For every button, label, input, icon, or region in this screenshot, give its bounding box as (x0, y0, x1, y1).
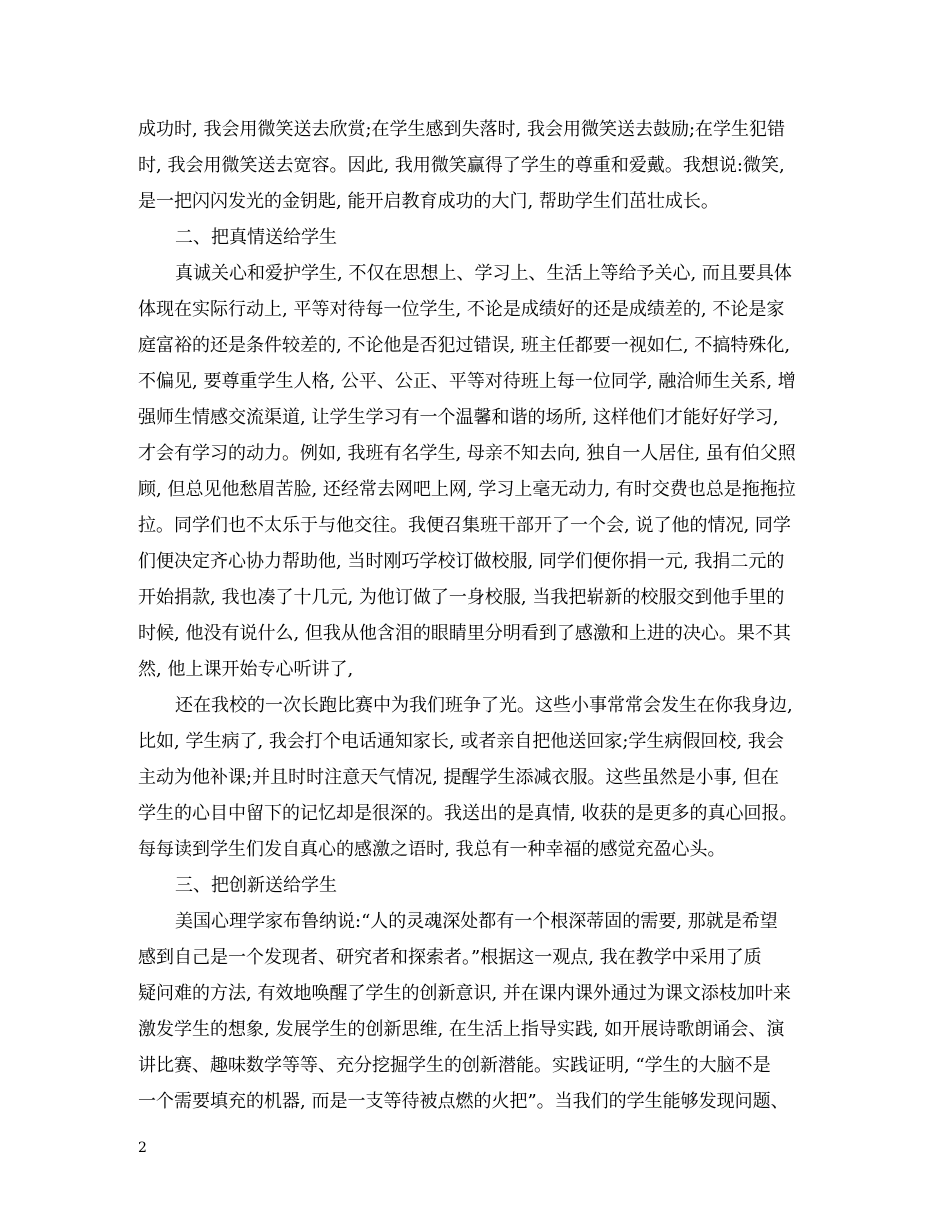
body-text (138, 112, 818, 1120)
text-line: 主动为他补课;并且时时注意天气情况, 提醒学生添减衣服。这些虽然是小事, 但在 (138, 767, 779, 788)
text-line: 们便决定齐心协力帮助他, 当时刚巧学校订做校服, 同学们便你捐一元, 我捐二元的 (138, 551, 785, 572)
text-line: 疑问难的方法, 有效地唤醒了学生的创新意识, 并在课内课外通过为课文添枝加叶来 (138, 983, 791, 1004)
text-line: 学生的心目中留下的记忆却是很深的。我送出的是真情, 收获的是更多的真心回报。 (138, 803, 798, 824)
text-line: 体现在实际行动上, 平等对待每一位学生, 不论是成绩好的还是成绩差的, 不论是家 (138, 299, 785, 320)
text-line: 才会有学习的动力。例如, 我班有名学生, 母亲不知去向, 独自一人居住, 虽有伯父照 (138, 443, 796, 464)
text-line: 还在我校的一次长跑比赛中为我们班争了光。这些小事常常会发生在你我身边, (175, 695, 793, 716)
text-line: 每每读到学生们发自真心的感激之语时, 我总有一种幸福的感觉充盈心头。 (138, 839, 726, 860)
text-line: 一个需要填充的机器, 而是一支等待被点燃的火把”。当我们的学生能够发现问题、 (138, 1091, 789, 1112)
text-line: 成功时, 我会用微笑送去欣赏;在学生感到失落时, 我会用微笑送去鼓励;在学生犯错 (138, 119, 786, 140)
section-heading: 三、把创新送给学生 (175, 875, 337, 896)
text-line: 讲比赛、趣味数学等等、充分挖掘学生的创新潜能。实践证明, “学生的大脑不是 (138, 1055, 771, 1076)
text-line: 强师生情感交流渠道, 让学生学习有一个温馨和谐的场所, 这样他们才能好好学习, (138, 407, 779, 428)
text-line: 不偏见, 要尊重学生人格, 公平、公正、平等对待班上每一位同学, 融洽师生关系, 增 (138, 371, 796, 392)
text-line: 然, 他上课开始专心听讲了, (138, 659, 354, 680)
text-line: 庭富裕的还是条件较差的, 不论他是否犯过错误, 班主任都要一视如仁, 不搞特殊化, (138, 335, 791, 356)
text-line: 是一把闪闪发光的金钥匙, 能开启教育成功的大门, 帮助学生们茁壮成长。 (138, 191, 719, 212)
text-line: 感到自己是一个发现者、研究者和探索者。”根据这一观点, 我在教学中采用了质 (138, 947, 762, 968)
text-line: 时, 我会用微笑送去宽容。因此, 我用微笑赢得了学生的尊重和爱戴。我想说:微笑, (138, 155, 785, 176)
text-line: 顾, 但总见他愁眉苦脸, 还经常去网吧上网, 学习上毫无动力, 有时交费也总是拖拖拉 (138, 479, 796, 500)
text-line: 开始捐款, 我也凑了十几元, 为他订做了一身校服, 当我把崭新的校服交到他手里的 (138, 587, 785, 608)
text-line: 拉。同学们也不太乐于与他交往。我便召集班干部开了一个会, 说了他的情况, 同学 (138, 515, 791, 536)
text-line: 时候, 他没有说什么, 但我从他含泪的眼睛里分明看到了感激和上进的决心。果不其 (138, 623, 791, 644)
text-line: 比如, 学生病了, 我会打个电话通知家长, 或者亲自把他送回家;学生病假回校, 我会 (138, 731, 784, 752)
text-line: 真诚关心和爱护学生, 不仅在思想上、学习上、生活上等给予关心, 而且要具体 (175, 263, 792, 284)
section-heading: 二、把真情送给学生 (175, 227, 337, 248)
text-line: 美国心理学家布鲁纳说:“人的灵魂深处都有一个根深蒂固的需要, 那就是希望 (175, 911, 778, 932)
text-line: 激发学生的想象, 发展学生的创新思维, 在生活上指导实践, 如开展诗歌朗诵会、演 (138, 1019, 785, 1040)
page-number: 2 (138, 1140, 147, 1156)
